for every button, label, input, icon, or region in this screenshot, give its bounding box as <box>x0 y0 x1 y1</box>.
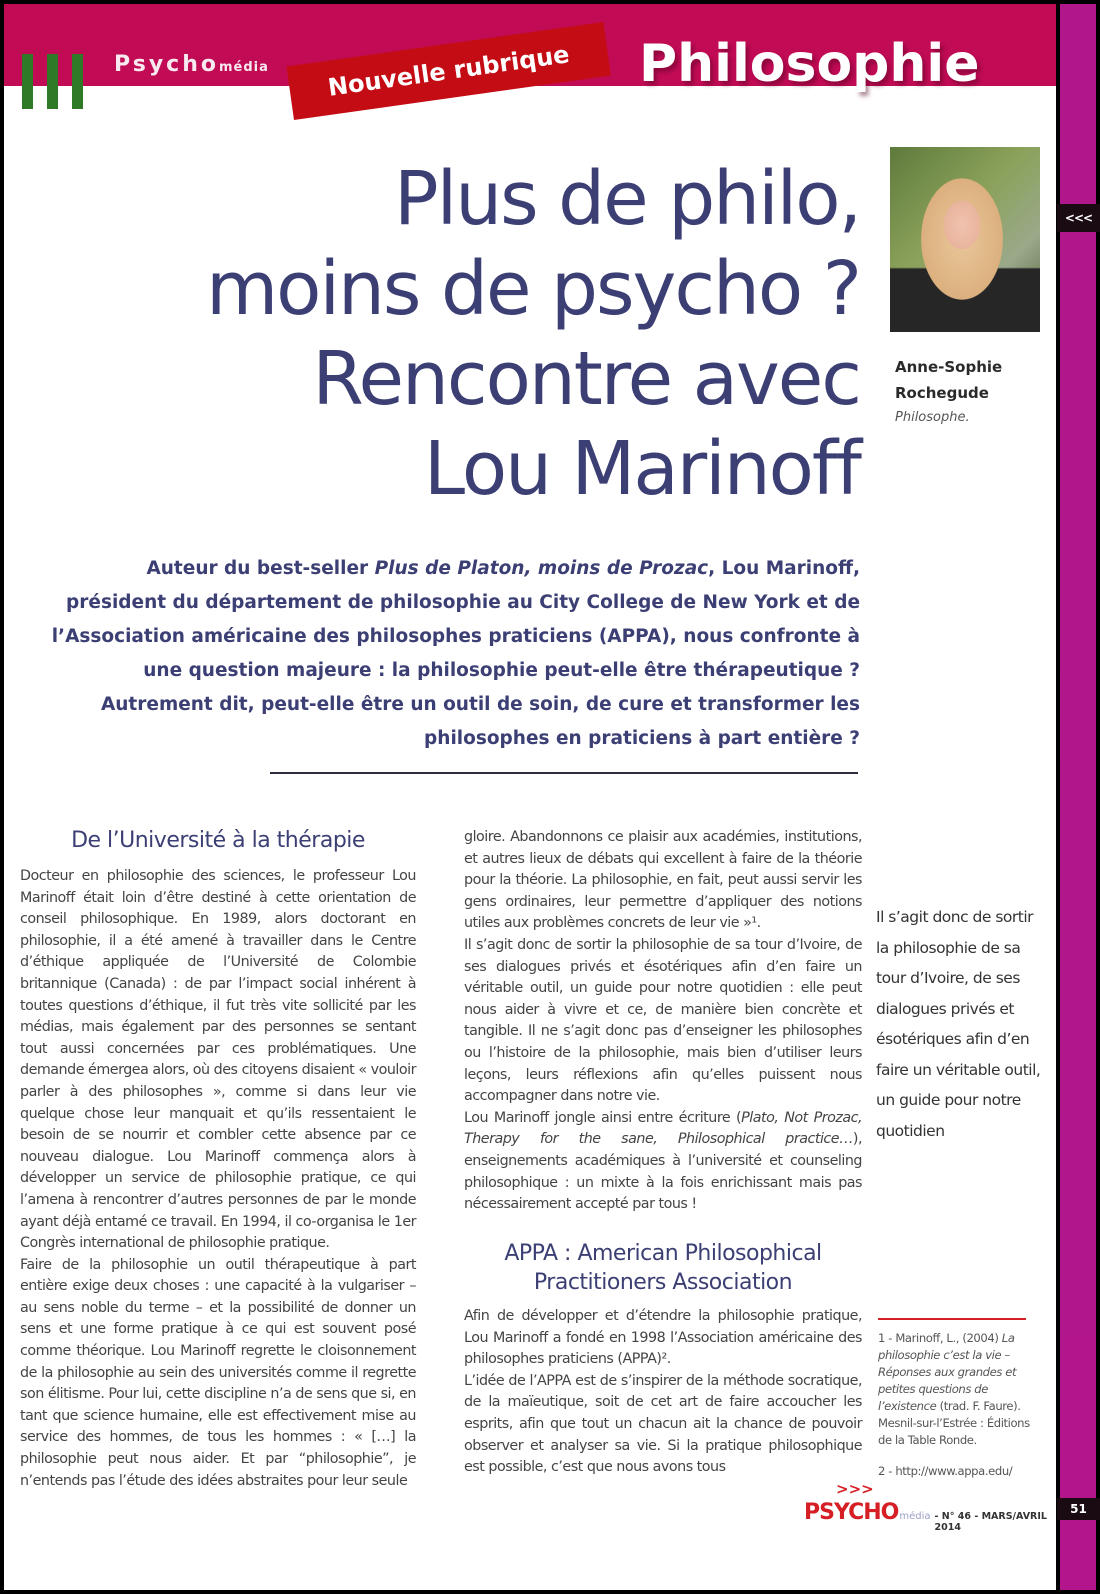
new-section-badge: Nouvelle rubrique <box>286 22 610 120</box>
footnote-2-link[interactable]: 2 - http://www.appa.edu/ <box>878 1464 1013 1478</box>
paragraph: Il s’agit donc de sortir la philosophie de sa tour d’Ivoire, de ses dialogues privés et ésotériques afin d’en faire un véritable outil, un guide pour notre quotidien : elle peut nous aider à vivre et ce, de manière bien concrète et tangible. Il ne s’agit donc pas d’enseigner les philosophes ou l’histoire de la philosophie, mais bien d’utiliser leurs leçons, leurs réflexions afin qu’elles puissent nous accompagner dans notre vie. <box>464 936 862 1105</box>
author-photo <box>890 147 1040 332</box>
author-name: Anne-Sophie Rochegude <box>895 358 1003 402</box>
divider <box>270 772 858 774</box>
footer-brand-sub: média <box>899 1511 931 1522</box>
back-arrows-icon[interactable]: <<< <box>1057 204 1100 232</box>
section-heading: APPA : American Philosophical Practitioners Association <box>504 1241 822 1295</box>
footnote-divider <box>878 1318 1026 1320</box>
page-footer <box>804 1500 1056 1533</box>
page-number: 51 <box>1057 1498 1100 1520</box>
side-band <box>1060 4 1096 1590</box>
magazine-page <box>4 4 1056 1590</box>
column-middle <box>464 827 862 1216</box>
paragraph: Faire de la philosophie un outil thérapeutique à part entière exige deux choses : une capacité à la vulgariser – au sens noble du terme – et la possibilité de donner un sens et une forme pratique à ce qui est souvent posé comme théorique. Lou Marinoff regrette le cloisonnement de la philosophie au sein des universités comme il regrette son élitisme. Pour lui, cette discipline n’a de sens que si, en tant que science humaine, elle est effectivement mise au service des hommes, de tous les hommes : « […] la philosophie peut nous aider. Et par “philosophie”, je n’entends pas l’étude des idées abstraites pour leur seule <box>20 1256 416 1489</box>
footnote-1: 1 - Marinoff, L., (2004) La philosophie c’est la vie – Réponses aux grandes et petites questions de l’existence (trad. F. Faure). Mesnil-sur-l’Estrée : Éditions de la Table Ronde. <box>878 1331 1030 1447</box>
brand-bars-icon <box>22 54 83 109</box>
title-line: Rencontre avec <box>312 336 860 422</box>
footnotes <box>878 1330 1038 1480</box>
footer-brand: PSYCHO <box>804 1500 899 1525</box>
column-left <box>20 866 416 1492</box>
pull-quote: Il s’agit donc de sortir la philosophie de sa tour d’Ivoire, de ses dialogues privés et ésotériques afin d’en faire un véritable outil, un guide pour notre quotidien <box>876 908 1041 1140</box>
title-line: Lou Marinoff <box>423 426 860 512</box>
paragraph: Lou Marinoff jongle ainsi entre écriture (Plato, Not Prozac, Therapy for the sane, Philosophical practice…), enseignements académiques à l’université et counseling philosophique : un mixte à la fois enrichissant mais pas nécessairement accepté par tous ! <box>464 1109 862 1213</box>
title-line: moins de psycho ? <box>206 246 860 332</box>
page-title <box>100 154 860 514</box>
brand-main: Psycho <box>114 52 219 77</box>
brand-sub: média <box>219 60 269 75</box>
book-title: Plus de Platon, moins de Prozac <box>374 558 709 579</box>
title-line: Plus de philo, <box>394 156 860 242</box>
lede-paragraph: Auteur du best-seller Plus de Platon, moins de Prozac, Lou Marinoff, président du département de philosophie au City College de New York et de l’Association américaine des philosophes praticiens (APPA), nous confronte à une question majeure : la philosophie peut-elle être thérapeutique ? Autrement dit, peut-elle être un outil de soin, de cure et transformer les philosophes en praticiens à part entière ? <box>51 558 860 749</box>
paragraph: gloire. Abandonnons ce plaisir aux académies, institutions, et autres lieux de débats qui excellent à faire de la théorie pour la théorie. La philosophie, en fait, peut aussi servir les gens ordinaires, leur permettre d’appliquer des notions utiles aux problèmes concrets de leur vie »¹. <box>464 829 862 932</box>
issue-info: - N° 46 - MARS/AVRIL 2014 <box>934 1511 1047 1533</box>
brand-logo <box>114 52 269 77</box>
paragraph: Afin de développer et d’étendre la philosophie pratique, Lou Marinoff a fondé en 1998 l’Association américaine des philosophes praticiens (APPA)². <box>464 1308 862 1368</box>
author-role: Philosophe. <box>895 410 970 425</box>
section-heading: De l’Université à la thérapie <box>71 828 365 853</box>
continue-arrows-icon: >>> <box>836 1480 874 1498</box>
paragraph: L’idée de l’APPA est de s’inspirer de la méthode socratique, de la maïeutique, soit de cet art de faire accoucher les esprits, afin que tout un chacun ait la chance de pouvoir observer et analyser sa vie. Si la pratique philosophique est possible, c’est que nous avons tous <box>464 1372 862 1476</box>
section-title: Philosophie <box>639 34 980 94</box>
column-middle-bottom <box>464 1306 862 1479</box>
paragraph: Docteur en philosophie des sciences, le professeur Lou Marinoff était loin d’être destiné à cette orientation de conseil philosophique. En 1989, alors doctorant en philosophie, il a été amené à travailler dans le Centre d’éthique appliquée de l’Université de Colombie britannique (Canada) : de par l’impact social inhérent à toutes questions d’éthique, il fut très vite sollicité par les médias, mais également par des personnes se sentant tout aussi concernées par ces problématiques. Une demande émergea alors, où des citoyens disaient « vouloir parler à des philosophes », comme si dans leur vie quelque chose leur manquait et qu’ils ressentaient le besoin de se nourrir et combler cette absence par ce nouveau dialogue. Lou Marinoff commença alors à développer un service de philosophie pratique, ce qui l’amena à rencontrer d’autres personnes de par le monde ayant déjà entamé ce travail. En 1994, il co-organisa le 1er Congrès international de philosophie pratique. <box>20 868 416 1252</box>
